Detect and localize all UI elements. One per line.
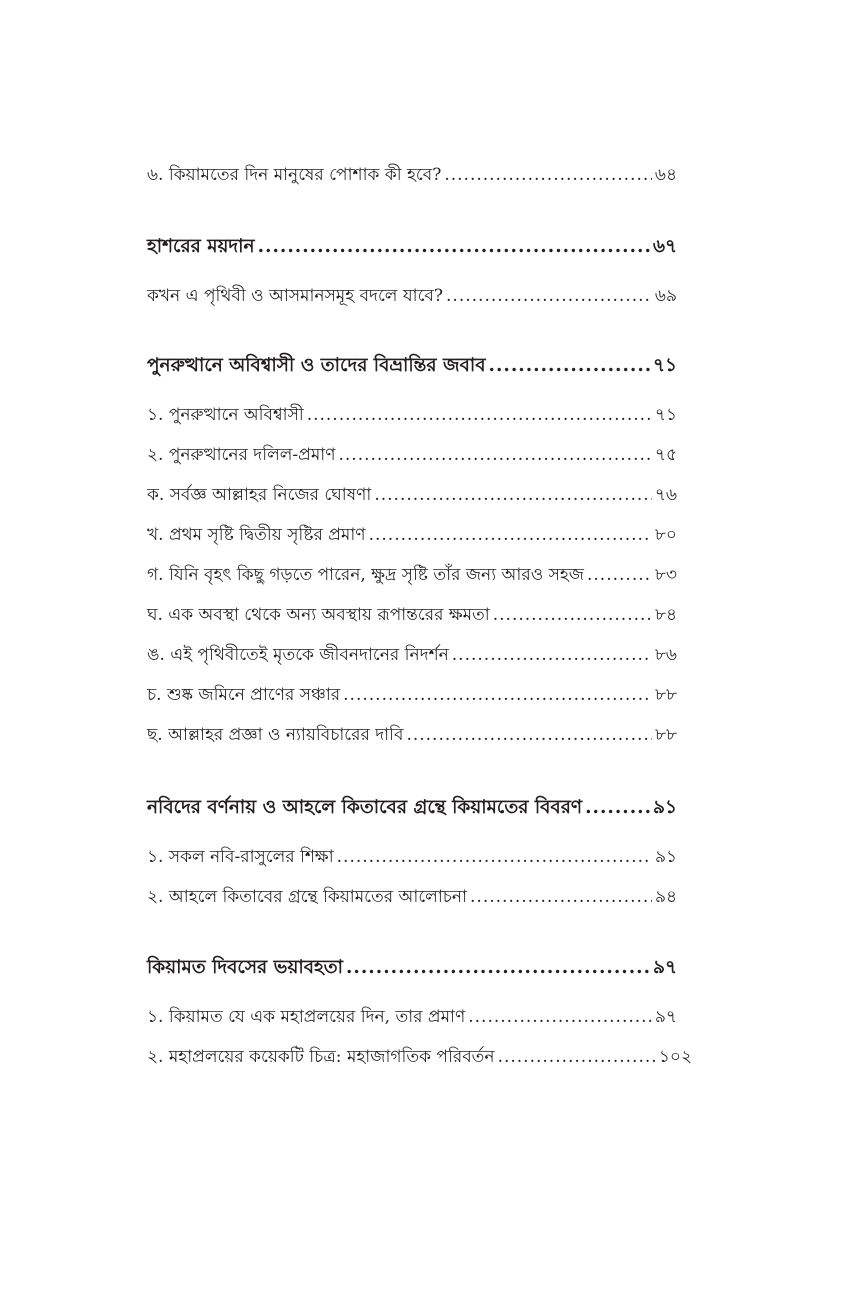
entry-title: ঘ. এক অবস্থা থেকে অন্য অবস্থায় রূপান্তরের ক্ষমতা: [147, 605, 490, 625]
toc-entry: [147, 682, 677, 710]
dot-leader: [339, 445, 652, 465]
entry-page-number: ৭১: [654, 405, 677, 425]
toc-entry: [147, 602, 677, 630]
dot-leader: [337, 847, 652, 867]
toc-entry: [147, 1004, 677, 1032]
section-page-number: ৭১: [652, 355, 677, 376]
dot-leader: [493, 605, 652, 625]
dot-leader: [585, 797, 650, 818]
entry-title: চ. শুষ্ক জমিনে প্রাণের সঞ্চার: [147, 685, 341, 705]
section-page-number: ৯১: [652, 797, 677, 818]
toc-entry: [147, 844, 677, 872]
toc-section-heading: [147, 953, 677, 984]
entry-title: ছ. আল্লাহর প্রজ্ঞা ও ন্যায়বিচারের দাবি: [147, 725, 404, 745]
dot-leader: [369, 525, 652, 545]
toc-entry: [147, 402, 677, 430]
toc-entry: [147, 442, 677, 470]
toc-entry: [147, 482, 677, 510]
entry-page-number: ৭৬: [654, 485, 677, 505]
entry-page-number: ৮৮: [654, 685, 677, 705]
entry-title: গ. যিনি বৃহৎ কিছু গড়তে পারেন, ক্ষুদ্র সৃষ্টি তাঁর জন্য আরও সহজ: [147, 565, 584, 585]
dot-leader: [343, 685, 652, 705]
entry-page-number: ৮০: [654, 525, 677, 545]
toc-entry: [147, 1044, 692, 1072]
section-title: নবিদের বর্ণনায় ও আহলে কিতাবের গ্রন্থে কিয়ামতের বিবরণ: [147, 797, 583, 818]
entry-page-number: ৯৭: [654, 1007, 677, 1027]
entry-title: ২. পুনরুত্থানের দলিল-প্রমাণ: [147, 445, 336, 465]
entry-title: ১. পুনরুত্থানে অবিশ্বাসী: [147, 405, 304, 425]
entry-page-number: ৬৯: [654, 286, 677, 306]
toc-entry: [147, 642, 677, 670]
entry-title: ২. আহলে কিতাবের গ্রন্থে কিয়ামতের আলোচনা: [147, 887, 468, 907]
dot-leader: [346, 957, 650, 978]
dot-leader: [587, 565, 652, 585]
dot-leader: [452, 645, 652, 665]
toc-section-heading: [147, 793, 677, 824]
entry-page-number: ৮৮: [654, 725, 677, 745]
entry-title: ১. সকল নবি-রাসুলের শিক্ষা: [147, 847, 334, 867]
section-page-number: ৬৭: [652, 236, 677, 257]
toc-entry: [147, 884, 677, 912]
dot-leader: [498, 1047, 656, 1067]
dot-leader: [374, 485, 652, 505]
section-title: পুনরুত্থানে অবিশ্বাসী ও তাদের বিভ্রান্তির জবাব: [147, 355, 486, 376]
dot-leader: [258, 236, 650, 257]
entry-title: ঙ. এই পৃথিবীতেই মৃতকে জীবনদানের নিদর্শন: [147, 645, 449, 665]
entry-page-number: ৮৩: [654, 565, 677, 585]
entry-page-number: ৭৫: [654, 445, 677, 465]
entry-page-number: ৬৪: [654, 165, 677, 185]
dot-leader: [307, 405, 652, 425]
section-page-number: ৯৭: [652, 957, 677, 978]
toc-entry: [147, 162, 677, 190]
toc-section-heading: [147, 232, 677, 263]
entry-title: ২. মহাপ্রলয়ের কয়েকটি চিত্র: মহাজাগতিক পরিবর্তন: [147, 1047, 495, 1067]
entry-page-number: ৯৪: [654, 887, 677, 907]
entry-title: ক. সর্বজ্ঞ আল্লাহর নিজের ঘোষণা: [147, 485, 372, 505]
toc-entry: [147, 283, 677, 311]
dot-leader: [406, 725, 652, 745]
entry-page-number: ৯১: [654, 847, 677, 867]
toc-section-heading: [147, 351, 677, 382]
section-title: হাশরের ময়দান: [147, 236, 255, 257]
section-title: কিয়ামত দিবসের ভয়াবহতা: [147, 957, 343, 978]
entry-page-number: ৮৪: [654, 605, 677, 625]
entry-title: খ. প্রথম সৃষ্টি দ্বিতীয় সৃষ্টির প্রমাণ: [147, 525, 366, 545]
dot-leader: [489, 355, 650, 376]
dot-leader: [468, 1007, 652, 1027]
toc-entry: [147, 522, 677, 550]
dot-leader: [444, 165, 652, 185]
dot-leader: [446, 286, 652, 306]
entry-title: ৬. কিয়ামতের দিন মানুষের পোশাক কী হবে?: [147, 165, 442, 185]
toc-entry: [147, 722, 677, 750]
entry-title: কখন এ পৃথিবী ও আসমানসমূহ বদলে যাবে?: [147, 286, 444, 306]
entry-page-number: ১০২: [658, 1047, 692, 1067]
dot-leader: [470, 887, 652, 907]
entry-title: ১. কিয়ামত যে এক মহাপ্রলয়ের দিন, তার প্রমাণ: [147, 1007, 466, 1027]
toc-entry: [147, 562, 677, 590]
entry-page-number: ৮৬: [654, 645, 677, 665]
